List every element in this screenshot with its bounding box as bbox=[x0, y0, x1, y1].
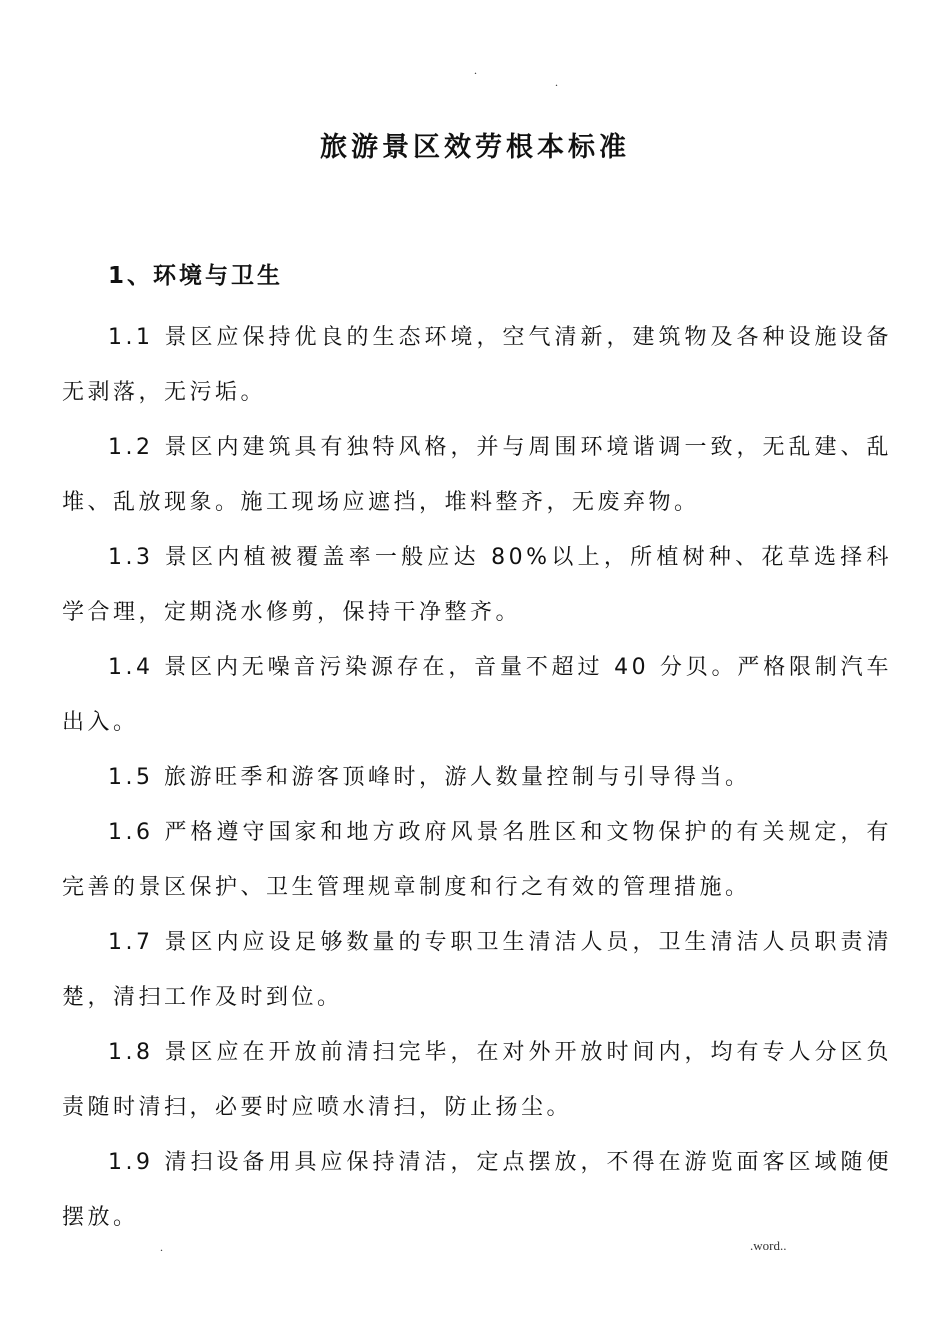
paragraph-1-5: 1.5 旅游旺季和游客顶峰时，游人数量控制与引导得当。 bbox=[108, 765, 751, 790]
header-dot-left: . bbox=[474, 63, 477, 77]
footer-word-label: .word.. bbox=[750, 1238, 787, 1253]
document-title: 旅游景区效劳根本标准 bbox=[320, 132, 630, 163]
header-dot-right: . bbox=[555, 75, 558, 89]
paragraph-1-6: 1.6 严格遵守国家和地方政府风景名胜区和文物保护的有关规定，有完善的景区保护、卫生管理规章制度和行之有效的管理措施。 bbox=[62, 820, 892, 900]
paragraph-1-2: 1.2 景区内建筑具有独特风格，并与周围环境谐调一致，无乱建、乱堆、乱放现象。施工现场应遮挡，堆料整齐，无废弃物。 bbox=[62, 435, 892, 515]
paragraph-1-4: 1.4 景区内无噪音污染源存在，音量不超过 40 分贝。严格限制汽车出入。 bbox=[62, 655, 892, 735]
paragraph-1-9: 1.9 清扫设备用具应保持清洁，定点摆放，不得在游览面客区域随便摆放。 bbox=[62, 1150, 892, 1230]
section-body bbox=[62, 310, 892, 1245]
paragraph-1-8: 1.8 景区应在开放前清扫完毕，在对外开放时间内，均有专人分区负责随时清扫，必要时应喷水清扫，防止扬尘。 bbox=[62, 1040, 892, 1120]
paragraph-1-1: 1.1 景区应保持优良的生态环境，空气清新，建筑物及各种设施设备无剥落，无污垢。 bbox=[62, 325, 892, 405]
paragraph-1-7: 1.7 景区内应设足够数量的专职卫生清洁人员，卫生清洁人员职责清楚，清扫工作及时到位。 bbox=[62, 930, 892, 1010]
footer-dot: . bbox=[160, 1240, 163, 1254]
paragraph-1-3: 1.3 景区内植被覆盖率一般应达 80%以上，所植树种、花草选择科学合理，定期浇水修剪，保持干净整齐。 bbox=[62, 545, 892, 625]
section-heading: 1、环境与卫生 bbox=[108, 263, 284, 289]
